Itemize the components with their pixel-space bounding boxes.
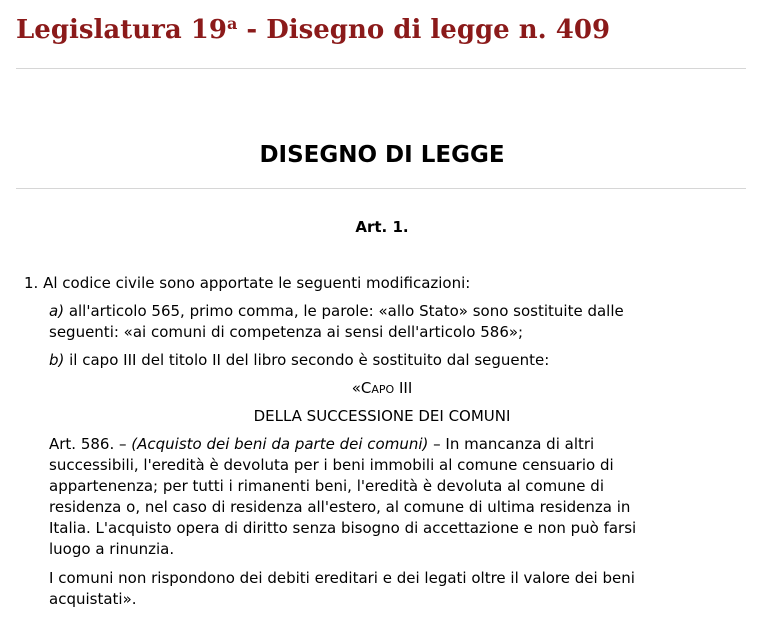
page-title-superscript: a (226, 14, 238, 33)
page-title-suffix: - Disegno di legge n. 409 (237, 15, 611, 45)
art586-line6: luogo a rinunzia. (49, 540, 175, 558)
top-divider (16, 68, 746, 69)
lettera-a-marker: a) (49, 302, 65, 320)
comma-1: 1. Al codice civile sono apportate le seguenti modificazioni: (24, 274, 471, 292)
capo-label-text: Capo III (360, 379, 413, 397)
article-title: Art. 1. (355, 218, 409, 236)
final-paragraph-line2: acquistati». (49, 590, 137, 608)
art586-line1-rest: – In mancanza di altri (428, 435, 595, 453)
lettera-a-line2: seguenti: «ai comuni di competenza ai sensi dell'articolo 586»; (49, 323, 524, 341)
art586-lead: Art. 586. – (49, 435, 132, 453)
lettera-b (49, 350, 549, 371)
art586-line4: residenza o, nel caso di residenza all'estero, al comune di ultima residenza in (49, 498, 631, 516)
capo-title: DELLA SUCCESSIONE DEI COMUNI (253, 407, 511, 425)
art586-line3: appartenenza; per tutti i rimanenti beni, l'eredità è devoluta al comune di (49, 477, 604, 495)
art586-line5: Italia. L'acquisto opera di diritto senza bisogno di accettazione e non può farsi (49, 519, 637, 537)
lettera-b-marker: b) (49, 351, 65, 369)
final-paragraph (49, 568, 635, 610)
lettera-b-text: il capo III del titolo II del libro secondo è sostituito dal seguente: (64, 351, 550, 369)
page-title (16, 10, 610, 50)
capo-label (0, 378, 764, 399)
final-paragraph-line1: I comuni non rispondono dei debiti ereditari e dei legati oltre il valore dei beni (49, 569, 635, 587)
heading-divider (16, 188, 746, 189)
capo-open-quote: « (351, 379, 361, 397)
article-586 (49, 434, 636, 560)
lettera-a-line1: all'articolo 565, primo comma, le parole: «allo Stato» sono sostituite dalle (64, 302, 624, 320)
lettera-a (49, 301, 624, 343)
art586-line2: successibili, l'eredità è devoluta per i beni immobili al comune censuario di (49, 456, 614, 474)
document-heading: DISEGNO DI LEGGE (259, 142, 505, 168)
page-title-main: Legislatura 19 (16, 15, 227, 45)
art586-rubric: (Acquisto dei beni da parte dei comuni) (131, 435, 429, 453)
